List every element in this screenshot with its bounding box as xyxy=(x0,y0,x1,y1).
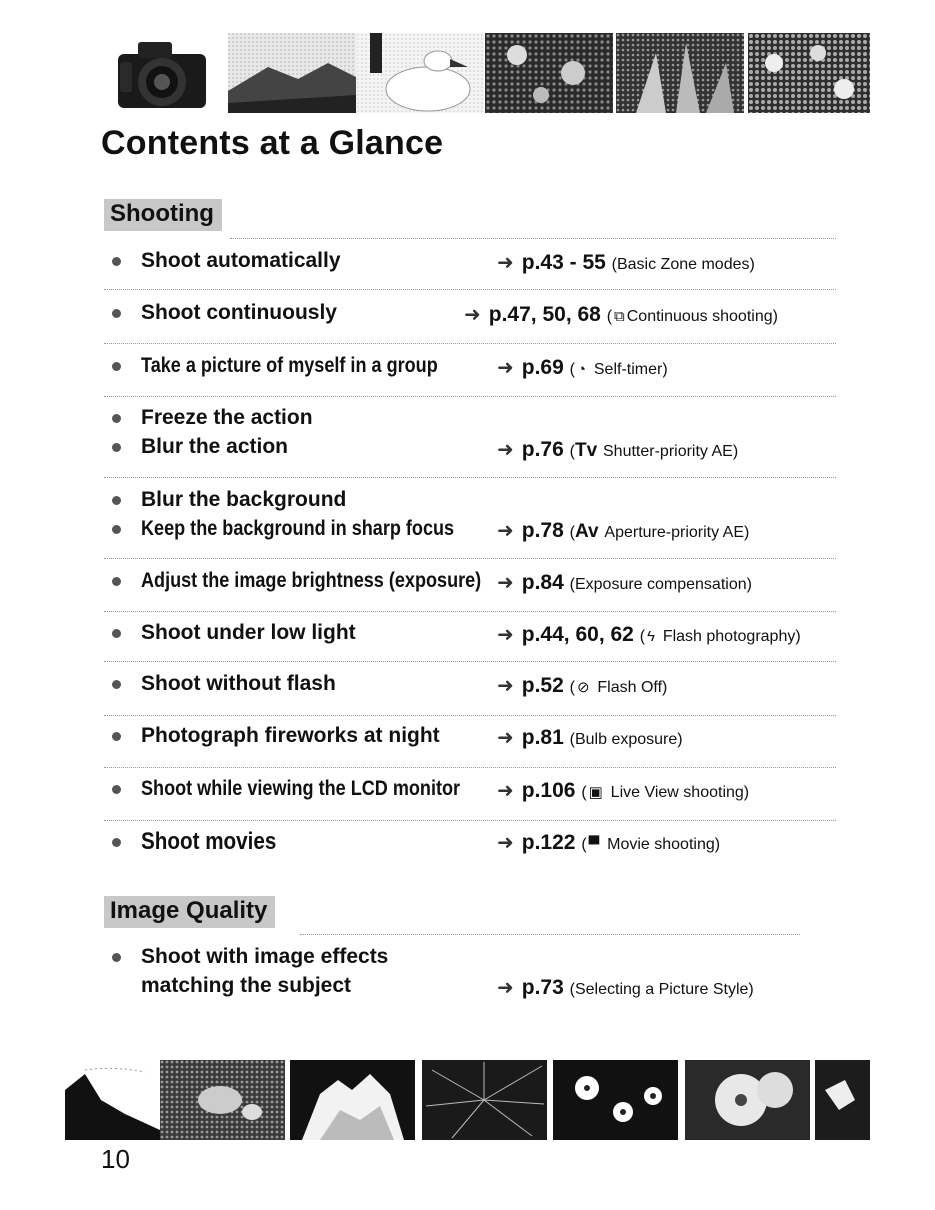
ref-description: (Exposure compensation) xyxy=(569,576,752,593)
item-sharp-background: Keep the background in sharp focus xyxy=(141,517,455,540)
divider xyxy=(104,289,836,290)
tv-mode-label: Tv xyxy=(574,440,598,461)
continuous-shooting-icon: ⧉ xyxy=(614,308,625,325)
self-timer-icon: ◔ xyxy=(576,361,587,378)
camera-photo xyxy=(116,36,208,112)
page-ref[interactable] xyxy=(497,250,755,275)
bullet xyxy=(112,443,121,452)
fireworks-photo xyxy=(422,1060,547,1140)
item-blur-action: Blur the action xyxy=(141,435,289,458)
bullet xyxy=(112,577,121,586)
arrow-icon: ➜ xyxy=(497,780,514,802)
mountain-photo xyxy=(228,33,356,113)
page-number-ref: p.78 xyxy=(521,519,564,542)
bullet xyxy=(112,680,121,689)
ref-description: (Bulb exposure) xyxy=(569,731,683,748)
divider xyxy=(104,396,836,397)
arrow-icon: ➜ xyxy=(497,357,514,379)
ref-description: (Selecting a Picture Style) xyxy=(569,981,754,998)
page-number-ref: p.73 xyxy=(521,976,564,999)
ref-description: Flash Off) xyxy=(597,679,668,696)
item-without-flash: Shoot without flash xyxy=(141,672,336,695)
coast-photo xyxy=(65,1060,160,1140)
page-number-ref: p.43 - 55 xyxy=(521,251,606,274)
page-number-ref: p.69 xyxy=(521,356,564,379)
divider xyxy=(104,820,836,821)
ref-description: (Basic Zone modes) xyxy=(611,256,755,273)
page-number-ref: p.76 xyxy=(521,438,564,461)
page-number-ref: p.52 xyxy=(521,674,564,697)
white-flowers-photo xyxy=(553,1060,678,1140)
bullet xyxy=(112,732,121,741)
section-heading-shooting: Shooting xyxy=(104,199,222,231)
page-number-ref: p.47, 50, 68 xyxy=(488,303,601,326)
blossoms-photo xyxy=(748,33,870,113)
divider xyxy=(230,238,836,239)
arrow-icon: ➜ xyxy=(464,304,481,326)
page-ref[interactable]: ➜ p.52 ( ⊘ Flash Off) xyxy=(497,674,668,697)
page-ref[interactable]: ➜ p.122 ( ▀ Movie shooting) xyxy=(497,831,721,854)
section-heading-image-quality: Image Quality xyxy=(104,896,275,928)
page-number-ref: p.106 xyxy=(521,779,576,802)
item-image-effects-line2: matching the subject xyxy=(141,974,352,997)
divider xyxy=(104,477,836,478)
arrow-icon: ➜ xyxy=(497,252,514,274)
ref-description: Flash photography) xyxy=(662,628,801,645)
page-ref[interactable] xyxy=(497,725,683,750)
page-ref[interactable] xyxy=(497,570,752,595)
item-fireworks: Photograph fireworks at night xyxy=(141,724,440,747)
bullet xyxy=(112,309,121,318)
flash-icon: ϟ xyxy=(647,628,655,645)
hibiscus-photo xyxy=(685,1060,810,1140)
ref-description: Continuous shooting) xyxy=(626,308,778,325)
divider xyxy=(104,343,836,344)
birds-photo xyxy=(160,1060,285,1140)
divider xyxy=(104,611,836,612)
item-freeze-action: Freeze the action xyxy=(141,406,313,429)
bullet xyxy=(112,953,121,962)
bullet xyxy=(112,257,121,266)
divider xyxy=(104,715,836,716)
page-ref[interactable]: ➜ p.69 ( ◔ Self-timer) xyxy=(497,356,668,379)
bullet xyxy=(112,525,121,534)
item-shoot-movies: Shoot movies xyxy=(141,828,277,855)
divider xyxy=(104,558,836,559)
page-ref[interactable]: ➜ p.47, 50, 68 ( ⧉ Continuous shooting) xyxy=(464,303,778,326)
arrow-icon: ➜ xyxy=(497,832,514,854)
item-low-light: Shoot under low light xyxy=(141,621,356,644)
ref-description: Shutter-priority AE) xyxy=(603,443,739,460)
item-image-effects: Shoot with image effects xyxy=(141,945,389,968)
arrow-icon: ➜ xyxy=(497,675,514,697)
arrow-icon: ➜ xyxy=(497,572,514,594)
plants-photo xyxy=(616,33,744,113)
flash-off-icon: ⊘ xyxy=(576,679,590,696)
page-ref[interactable]: ➜ p.78 (Av Aperture-priority AE) xyxy=(497,519,750,542)
bullet xyxy=(112,362,121,371)
item-adjust-brightness: Adjust the image brightness (exposure) xyxy=(141,569,482,592)
item-lcd-monitor: Shoot while viewing the LCD monitor xyxy=(141,777,461,800)
divider xyxy=(300,934,800,935)
bullet xyxy=(112,414,121,423)
movie-icon: ▀ xyxy=(588,836,600,853)
page-number: 10 xyxy=(101,1144,130,1174)
butterfly-photo xyxy=(815,1060,870,1140)
mountain-peak-photo xyxy=(290,1060,415,1140)
ref-description: Self-timer) xyxy=(593,361,668,378)
divider xyxy=(104,767,836,768)
av-mode-label: Av xyxy=(574,521,599,542)
arrow-icon: ➜ xyxy=(497,977,514,999)
page-number-ref: p.44, 60, 62 xyxy=(521,623,634,646)
item-shoot-automatically: Shoot automatically xyxy=(141,249,341,272)
page-title: Contents at a Glance xyxy=(101,124,444,162)
bullet xyxy=(112,785,121,794)
live-view-icon: ▣ xyxy=(588,784,603,801)
swan-photo xyxy=(356,33,484,113)
item-blur-background: Blur the background xyxy=(141,488,347,511)
arrow-icon: ➜ xyxy=(497,727,514,749)
page-ref[interactable]: ➜ p.76 (Tv Shutter-priority AE) xyxy=(497,438,739,461)
bullet xyxy=(112,838,121,847)
page-number-ref: p.122 xyxy=(521,831,576,854)
bullet xyxy=(112,496,121,505)
ref-description: Live View shooting) xyxy=(610,784,750,801)
flowers-photo xyxy=(485,33,613,113)
divider xyxy=(104,661,836,662)
ref-description: Aperture-priority AE) xyxy=(604,524,750,541)
page-number-ref: p.84 xyxy=(521,571,564,594)
page-number-ref: p.81 xyxy=(521,726,564,749)
page-ref[interactable]: ➜ p.44, 60, 62 ( ϟ Flash photography) xyxy=(497,623,801,646)
arrow-icon: ➜ xyxy=(497,520,514,542)
item-self-portrait-group: Take a picture of myself in a group xyxy=(141,354,438,377)
arrow-icon: ➜ xyxy=(497,439,514,461)
arrow-icon: ➜ xyxy=(497,624,514,646)
page-ref[interactable] xyxy=(497,975,754,1000)
item-shoot-continuously: Shoot continuously xyxy=(141,301,337,324)
ref-description: Movie shooting) xyxy=(607,836,721,853)
bullet xyxy=(112,629,121,638)
page-ref[interactable]: ➜ p.106 ( ▣ Live View shooting) xyxy=(497,779,750,802)
